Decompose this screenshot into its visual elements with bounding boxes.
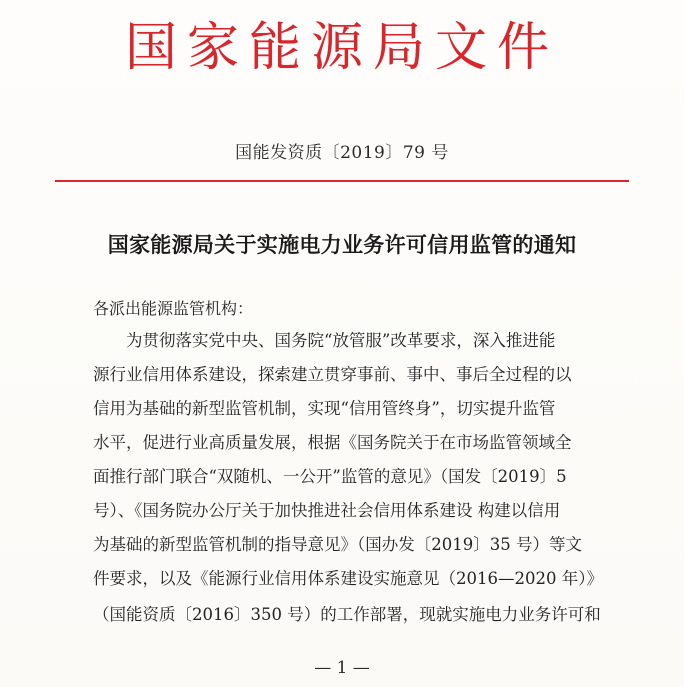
body-line-4: 水平，促进行业高质量发展，根据《国务院关于在市场监管领域全 xyxy=(93,433,572,452)
addressee: 各派出能源监管机构： xyxy=(93,299,254,318)
notice-title: 国家能源局关于实施电力业务许可信用监管的通知 xyxy=(107,233,577,257)
body-line-7: 为基础的新型监管机制的指导意见》（国办发〔2019〕35 号）等文 xyxy=(93,535,582,554)
body-line-1: 为贯彻落实党中央、国务院“放管服”改革要求，深入推进能 xyxy=(126,331,556,350)
body-line-6: 号）、《国务院办公厅关于加快推进社会信用体系建设 构建以信用 xyxy=(93,501,561,520)
body-line-8: 件要求，以及《能源行业信用体系建设实施意见（2016—2020 年）》 xyxy=(93,569,603,588)
red-divider-line xyxy=(55,180,629,182)
page-number: — 1 — xyxy=(314,658,370,678)
body-line-3: 信用为基础的新型监管机制，实现“信用管终身”，切实提升监管 xyxy=(93,399,556,418)
document-number: 国能发资质〔2019〕79 号 xyxy=(235,143,449,163)
body-line-9: （国能资质〔2016〕350 号）的工作部署，现就实施电力业务许可和 xyxy=(93,605,601,624)
body-line-2: 源行业信用体系建设，探索建立贯穿事前、事中、事后全过程的以 xyxy=(93,365,572,384)
document-header-title: 国家能源局文件 xyxy=(124,18,559,78)
body-line-5: 面推行部门联合“双随机、一公开”监管的意见》（国发〔2019〕5 xyxy=(93,467,567,486)
